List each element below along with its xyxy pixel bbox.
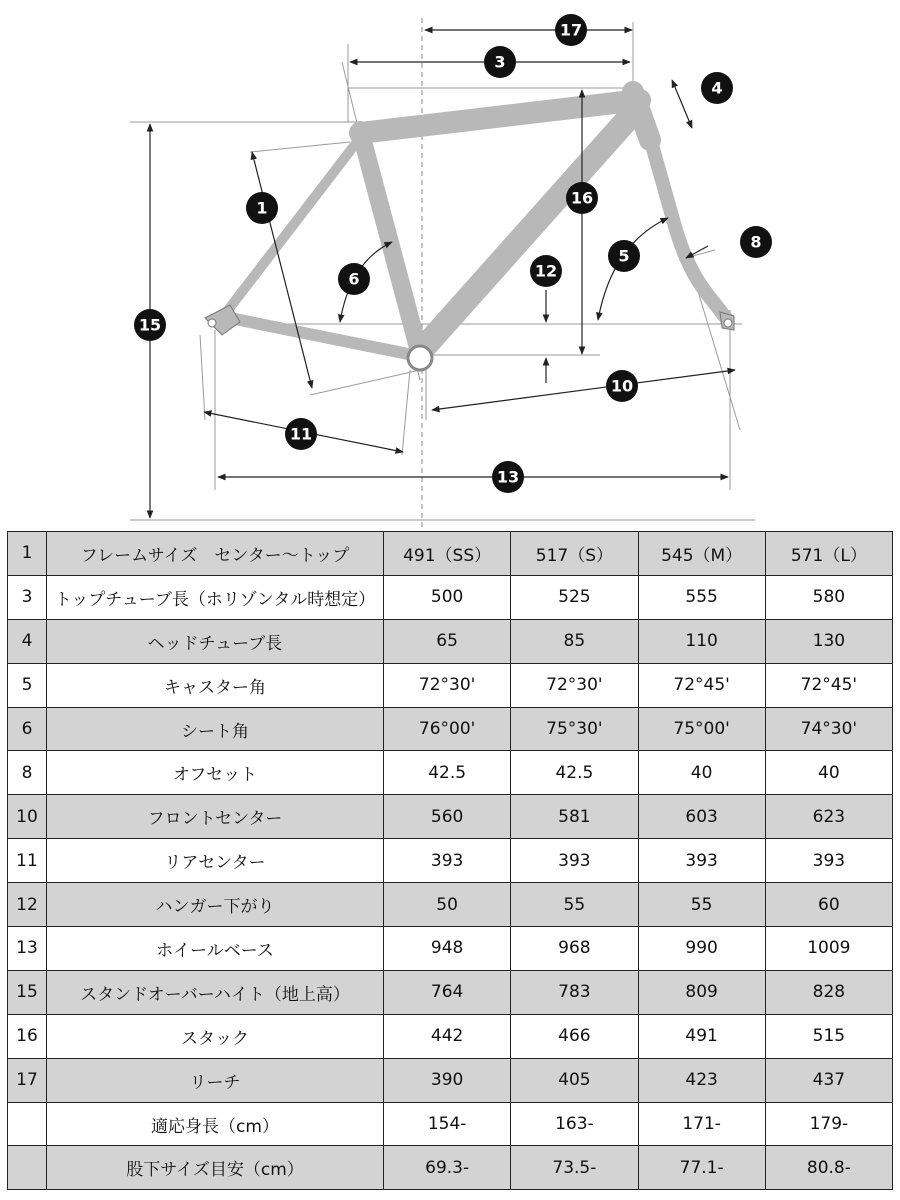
row-label: フレームサイズ センター〜トップ — [47, 532, 384, 576]
row-label: オフセット — [47, 751, 384, 795]
rear-axle — [208, 319, 216, 327]
marker-3 — [484, 46, 516, 78]
size-value-cell: 581 — [511, 795, 638, 839]
row-number: 13 — [8, 927, 47, 971]
svg-text:10: 10 — [610, 376, 634, 396]
size-value-cell: 75°30' — [511, 707, 638, 751]
size-value-cell: 42.5 — [384, 751, 511, 795]
marker-5 — [608, 240, 640, 272]
size-value-cell: 437 — [765, 1058, 892, 1102]
row-number: 17 — [8, 1058, 47, 1102]
row-label: フロントセンター — [47, 795, 384, 839]
size-value-cell: 110 — [638, 619, 765, 663]
size-value-cell: 580 — [765, 575, 892, 619]
svg-text:4: 4 — [711, 78, 723, 98]
size-value-cell: 545（M） — [638, 532, 765, 576]
size-value-cell: 783 — [511, 970, 638, 1014]
size-value-cell: 809 — [638, 970, 765, 1014]
row-number: 12 — [8, 883, 47, 927]
row-label: キャスター角 — [47, 663, 384, 707]
row-number: 1 — [8, 532, 47, 576]
size-value-cell: 1009 — [765, 927, 892, 971]
row-label: リアセンター — [47, 839, 384, 883]
size-value-cell: 60 — [765, 883, 892, 927]
marker-17 — [555, 14, 587, 46]
size-value-cell: 491 — [638, 1014, 765, 1058]
size-value-cell: 72°30' — [384, 663, 511, 707]
row-label: ホイールベース — [47, 927, 384, 971]
row-number — [8, 1146, 47, 1190]
row-number: 3 — [8, 575, 47, 619]
size-value-cell: 393 — [511, 839, 638, 883]
row-number: 11 — [8, 839, 47, 883]
size-value-cell: 42.5 — [511, 751, 638, 795]
size-value-cell: 623 — [765, 795, 892, 839]
row-number: 15 — [8, 970, 47, 1014]
table-row — [8, 1058, 893, 1102]
svg-text:8: 8 — [750, 232, 762, 252]
row-number: 8 — [8, 751, 47, 795]
table-row — [8, 970, 893, 1014]
row-label: スタンドオーバーハイト（地上高） — [47, 970, 384, 1014]
marker-12 — [530, 255, 562, 287]
size-value-cell: 442 — [384, 1014, 511, 1058]
table-row — [8, 619, 893, 663]
svg-text:11: 11 — [289, 424, 313, 444]
table-row — [8, 1014, 893, 1058]
svg-text:15: 15 — [138, 315, 162, 335]
size-value-cell: 560 — [384, 795, 511, 839]
size-value-cell: 40 — [638, 751, 765, 795]
size-value-cell: 764 — [384, 970, 511, 1014]
table-row — [8, 751, 893, 795]
row-label: トップチューブ長（ホリゾンタル時想定） — [47, 575, 384, 619]
svg-text:3: 3 — [494, 52, 506, 72]
front-axle — [724, 319, 732, 327]
table-row — [8, 532, 893, 576]
size-value-cell: 72°45' — [765, 663, 892, 707]
marker-1 — [246, 192, 278, 224]
size-value-cell: 603 — [638, 795, 765, 839]
row-number: 4 — [8, 619, 47, 663]
size-value-cell: 55 — [638, 883, 765, 927]
size-value-cell: 393 — [638, 839, 765, 883]
size-value-cell: 423 — [638, 1058, 765, 1102]
size-value-cell: 500 — [384, 575, 511, 619]
svg-text:12: 12 — [534, 261, 558, 281]
row-number: 16 — [8, 1014, 47, 1058]
size-value-cell: 968 — [511, 927, 638, 971]
size-value-cell: 179- — [765, 1102, 892, 1146]
size-value-cell: 77.1- — [638, 1146, 765, 1190]
dimension-markers — [134, 14, 772, 493]
top-tube — [360, 100, 640, 133]
table-row — [8, 927, 893, 971]
table-row — [8, 795, 893, 839]
size-value-cell: 828 — [765, 970, 892, 1014]
svg-text:1: 1 — [256, 198, 268, 218]
row-number: 6 — [8, 707, 47, 751]
row-number — [8, 1102, 47, 1146]
size-value-cell: 80.8- — [765, 1146, 892, 1190]
svg-text:6: 6 — [348, 269, 360, 289]
row-label: 適応身長（cm） — [47, 1102, 384, 1146]
table-row — [8, 839, 893, 883]
fork — [650, 138, 726, 318]
row-label: シート角 — [47, 707, 384, 751]
marker-16 — [566, 182, 598, 214]
dropouts — [205, 305, 734, 370]
size-value-cell: 72°30' — [511, 663, 638, 707]
size-value-cell: 990 — [638, 927, 765, 971]
size-value-cell: 390 — [384, 1058, 511, 1102]
size-value-cell: 55 — [511, 883, 638, 927]
row-label: ハンガー下がり — [47, 883, 384, 927]
size-value-cell: 517（S） — [511, 532, 638, 576]
size-value-cell: 69.3- — [384, 1146, 511, 1190]
row-number: 5 — [8, 663, 47, 707]
size-value-cell: 466 — [511, 1014, 638, 1058]
size-value-cell: 571（L） — [765, 532, 892, 576]
frame-geometry-diagram — [0, 0, 900, 530]
size-value-cell: 130 — [765, 619, 892, 663]
size-value-cell: 393 — [384, 839, 511, 883]
size-value-cell: 76°00' — [384, 707, 511, 751]
table-row — [8, 883, 893, 927]
reference-lines — [130, 22, 755, 520]
row-label: ヘッドチューブ長 — [47, 619, 384, 663]
svg-text:5: 5 — [618, 246, 630, 266]
table-row — [8, 663, 893, 707]
size-value-cell: 85 — [511, 619, 638, 663]
size-value-cell: 171- — [638, 1102, 765, 1146]
table-row — [8, 1146, 893, 1190]
size-value-cell: 163- — [511, 1102, 638, 1146]
svg-text:16: 16 — [570, 188, 594, 208]
size-value-cell: 73.5- — [511, 1146, 638, 1190]
row-label: スタック — [47, 1014, 384, 1058]
size-value-cell: 72°45' — [638, 663, 765, 707]
size-value-cell: 491（SS） — [384, 532, 511, 576]
size-value-cell: 40 — [765, 751, 892, 795]
table-row — [8, 1102, 893, 1146]
bottom-bracket — [408, 346, 432, 370]
marker-4 — [701, 72, 733, 104]
row-label: リーチ — [47, 1058, 384, 1102]
size-value-cell: 75°00' — [638, 707, 765, 751]
bicycle-frame — [228, 92, 726, 356]
marker-8 — [740, 226, 772, 258]
row-number: 10 — [8, 795, 47, 839]
size-value-cell: 948 — [384, 927, 511, 971]
svg-text:13: 13 — [496, 467, 520, 487]
marker-11 — [285, 418, 317, 450]
size-value-cell: 405 — [511, 1058, 638, 1102]
size-value-cell: 393 — [765, 839, 892, 883]
marker-13 — [492, 461, 524, 493]
marker-6 — [338, 263, 370, 295]
size-value-cell: 515 — [765, 1014, 892, 1058]
row-label: 股下サイズ目安（cm） — [47, 1146, 384, 1190]
table-row — [8, 575, 893, 619]
down-tube — [420, 112, 634, 352]
table-row — [8, 707, 893, 751]
size-value-cell: 50 — [384, 883, 511, 927]
size-value-cell: 65 — [384, 619, 511, 663]
marker-15 — [134, 309, 166, 341]
size-value-cell: 74°30' — [765, 707, 892, 751]
size-value-cell: 154- — [384, 1102, 511, 1146]
geometry-table — [7, 531, 893, 1190]
marker-10 — [606, 370, 638, 402]
size-value-cell: 525 — [511, 575, 638, 619]
size-value-cell: 555 — [638, 575, 765, 619]
svg-text:17: 17 — [559, 20, 583, 40]
